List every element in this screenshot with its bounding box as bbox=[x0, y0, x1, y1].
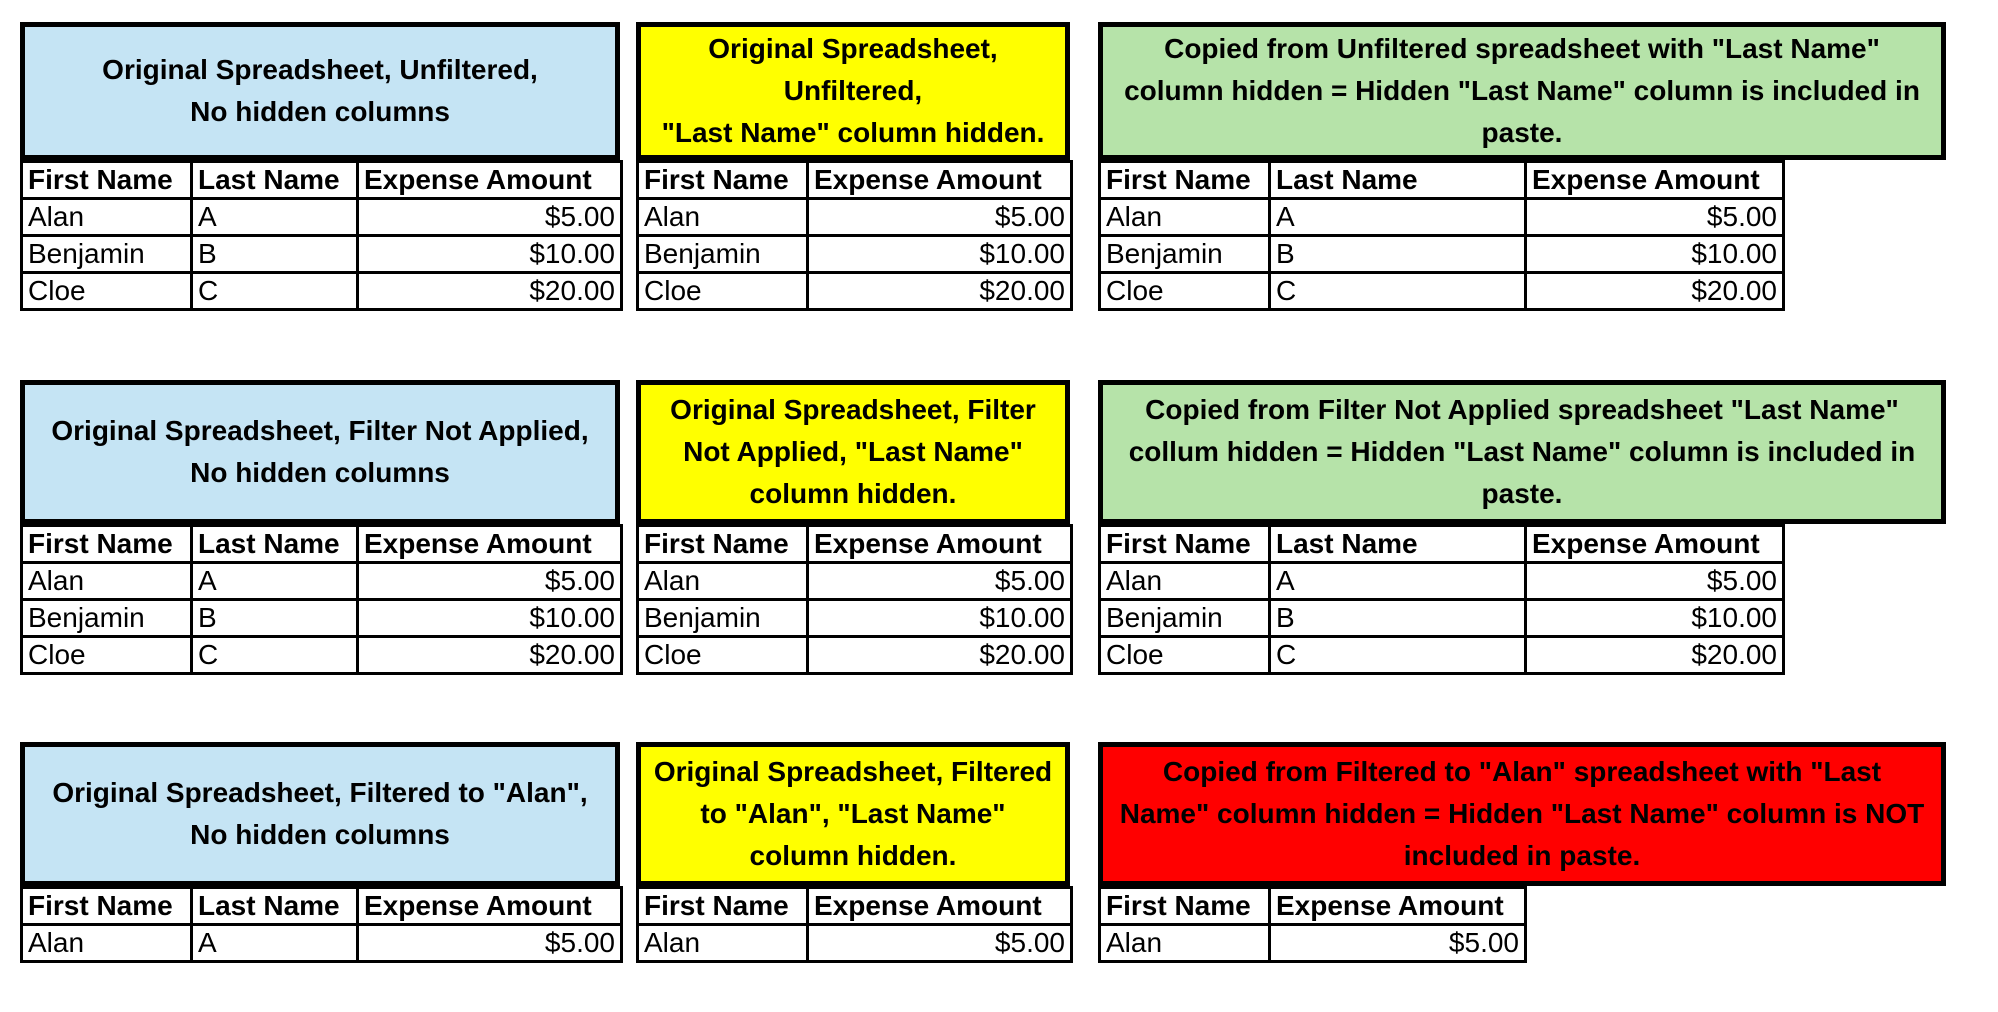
column-header: Last Name bbox=[1270, 526, 1526, 563]
table-cell: $20.00 bbox=[358, 273, 622, 310]
table-cell: Cloe bbox=[1100, 273, 1270, 310]
table-cell: $5.00 bbox=[808, 925, 1072, 962]
table-cell: A bbox=[192, 199, 358, 236]
column-header: First Name bbox=[638, 526, 808, 563]
column-header: Last Name bbox=[192, 888, 358, 925]
spreadsheet-table bbox=[20, 524, 623, 675]
table-row bbox=[1100, 563, 1784, 600]
panel-header: Copied from Filter Not Applied spreadsheet "Last Name" collum hidden = Hidden "Last Name" column is included in paste. bbox=[1098, 380, 1946, 524]
table-header-row bbox=[638, 526, 1072, 563]
table-cell: $5.00 bbox=[1270, 925, 1526, 962]
table-row bbox=[22, 199, 622, 236]
table-header-row bbox=[1100, 526, 1784, 563]
table-header-row bbox=[638, 888, 1072, 925]
table-header-row bbox=[1100, 888, 1526, 925]
table-row bbox=[1100, 273, 1784, 310]
table-cell: $20.00 bbox=[358, 637, 622, 674]
column-header: Last Name bbox=[192, 162, 358, 199]
table-row bbox=[638, 236, 1072, 273]
table-cell: $10.00 bbox=[358, 236, 622, 273]
spreadsheet-table bbox=[636, 524, 1073, 675]
panel-header: Original Spreadsheet, Filtered to "Alan", No hidden columns bbox=[20, 742, 620, 886]
spreadsheet-table bbox=[636, 160, 1073, 311]
table-row bbox=[1100, 600, 1784, 637]
table-cell: Benjamin bbox=[638, 236, 808, 273]
spreadsheet-table bbox=[20, 160, 623, 311]
panel-header: Original Spreadsheet, Filter Not Applied, "Last Name" column hidden. bbox=[636, 380, 1070, 524]
table-header-row bbox=[22, 888, 622, 925]
table-cell: $20.00 bbox=[808, 637, 1072, 674]
table-cell: Cloe bbox=[638, 273, 808, 310]
table-row bbox=[638, 563, 1072, 600]
table-cell: A bbox=[192, 925, 358, 962]
column-header: Expense Amount bbox=[808, 162, 1072, 199]
column-header: First Name bbox=[638, 888, 808, 925]
table-cell: $5.00 bbox=[1526, 199, 1784, 236]
panel-header: Original Spreadsheet, Filtered to "Alan", "Last Name" column hidden. bbox=[636, 742, 1070, 886]
panel-header: Copied from Filtered to "Alan" spreadsheet with "Last Name" column hidden = Hidden "Last Name" column is NOT included in paste. bbox=[1098, 742, 1946, 886]
column-header: First Name bbox=[22, 526, 192, 563]
table-row bbox=[22, 563, 622, 600]
table-cell: Alan bbox=[1100, 563, 1270, 600]
table-row bbox=[22, 273, 622, 310]
table-header-row bbox=[1100, 162, 1784, 199]
column-header: First Name bbox=[22, 162, 192, 199]
table-cell: Alan bbox=[638, 925, 808, 962]
column-header: Expense Amount bbox=[808, 526, 1072, 563]
table-cell: $10.00 bbox=[358, 600, 622, 637]
table-cell: Cloe bbox=[638, 637, 808, 674]
column-header: Expense Amount bbox=[1526, 526, 1784, 563]
column-header: Expense Amount bbox=[1526, 162, 1784, 199]
panel-header: Original Spreadsheet, Unfiltered, No hidden columns bbox=[20, 22, 620, 160]
table-cell: A bbox=[1270, 563, 1526, 600]
table-cell: C bbox=[1270, 637, 1526, 674]
table-cell: $5.00 bbox=[358, 563, 622, 600]
table-cell: C bbox=[1270, 273, 1526, 310]
spreadsheet-table bbox=[20, 886, 623, 963]
table-cell: $10.00 bbox=[808, 600, 1072, 637]
panel-header: Copied from Unfiltered spreadsheet with "Last Name" column hidden = Hidden "Last Name" column is included in paste. bbox=[1098, 22, 1946, 160]
table-row bbox=[1100, 236, 1784, 273]
column-header: Last Name bbox=[192, 526, 358, 563]
table-cell: Alan bbox=[638, 563, 808, 600]
table-cell: Alan bbox=[22, 563, 192, 600]
table-cell: $20.00 bbox=[808, 273, 1072, 310]
table-cell: $10.00 bbox=[1526, 236, 1784, 273]
table-row bbox=[1100, 199, 1784, 236]
table-row bbox=[638, 600, 1072, 637]
table-row bbox=[1100, 925, 1526, 962]
table-cell: A bbox=[1270, 199, 1526, 236]
table-cell: B bbox=[192, 600, 358, 637]
table-cell: Alan bbox=[638, 199, 808, 236]
table-cell: $5.00 bbox=[1526, 563, 1784, 600]
table-row bbox=[638, 637, 1072, 674]
column-header: First Name bbox=[1100, 888, 1270, 925]
table-cell: A bbox=[192, 563, 358, 600]
table-cell: C bbox=[192, 637, 358, 674]
table-row bbox=[22, 600, 622, 637]
table-header-row bbox=[22, 162, 622, 199]
table-header-row bbox=[22, 526, 622, 563]
table-row bbox=[638, 199, 1072, 236]
spreadsheet-table bbox=[636, 886, 1073, 963]
table-cell: $20.00 bbox=[1526, 273, 1784, 310]
table-cell: Alan bbox=[1100, 925, 1270, 962]
column-header: Expense Amount bbox=[358, 888, 622, 925]
column-header: First Name bbox=[22, 888, 192, 925]
table-cell: $10.00 bbox=[1526, 600, 1784, 637]
table-row bbox=[22, 925, 622, 962]
table-row bbox=[1100, 637, 1784, 674]
table-cell: C bbox=[192, 273, 358, 310]
panel-header: Original Spreadsheet, Unfiltered, "Last Name" column hidden. bbox=[636, 22, 1070, 160]
spreadsheet-table bbox=[1098, 524, 1785, 675]
table-cell: Benjamin bbox=[1100, 600, 1270, 637]
column-header: Expense Amount bbox=[358, 526, 622, 563]
table-cell: Alan bbox=[22, 199, 192, 236]
column-header: First Name bbox=[1100, 526, 1270, 563]
table-header-row bbox=[638, 162, 1072, 199]
table-cell: Benjamin bbox=[22, 236, 192, 273]
column-header: Expense Amount bbox=[358, 162, 622, 199]
column-header: Expense Amount bbox=[1270, 888, 1526, 925]
column-header: First Name bbox=[638, 162, 808, 199]
table-cell: $5.00 bbox=[808, 563, 1072, 600]
table-cell: B bbox=[192, 236, 358, 273]
table-cell: Benjamin bbox=[638, 600, 808, 637]
table-cell: Alan bbox=[1100, 199, 1270, 236]
table-cell: Cloe bbox=[22, 637, 192, 674]
column-header: First Name bbox=[1100, 162, 1270, 199]
table-cell: $20.00 bbox=[1526, 637, 1784, 674]
table-cell: Benjamin bbox=[1100, 236, 1270, 273]
table-cell: Alan bbox=[22, 925, 192, 962]
table-row bbox=[638, 925, 1072, 962]
column-header: Expense Amount bbox=[808, 888, 1072, 925]
table-cell: Benjamin bbox=[22, 600, 192, 637]
table-cell: B bbox=[1270, 600, 1526, 637]
table-cell: B bbox=[1270, 236, 1526, 273]
table-row bbox=[638, 273, 1072, 310]
table-cell: Cloe bbox=[22, 273, 192, 310]
table-row bbox=[22, 637, 622, 674]
spreadsheet-table bbox=[1098, 160, 1785, 311]
panel-header: Original Spreadsheet, Filter Not Applied, No hidden columns bbox=[20, 380, 620, 524]
column-header: Last Name bbox=[1270, 162, 1526, 199]
table-cell: $5.00 bbox=[808, 199, 1072, 236]
table-cell: $5.00 bbox=[358, 925, 622, 962]
table-row bbox=[22, 236, 622, 273]
table-cell: Cloe bbox=[1100, 637, 1270, 674]
table-cell: $5.00 bbox=[358, 199, 622, 236]
spreadsheet-table bbox=[1098, 886, 1527, 963]
table-cell: $10.00 bbox=[808, 236, 1072, 273]
